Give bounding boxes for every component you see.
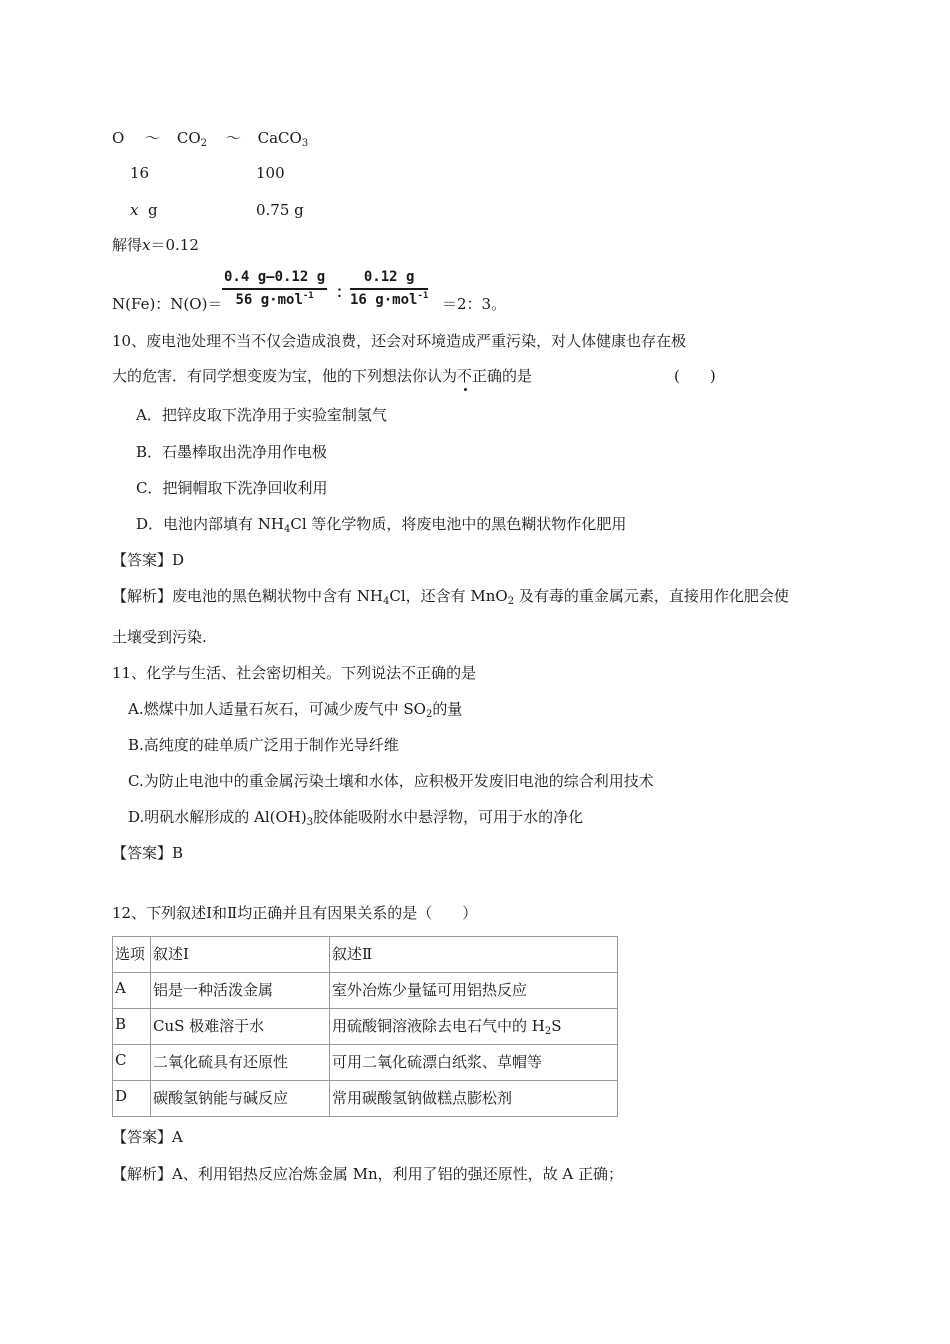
- q10-option-b: B．石墨棒取出洗净用作电极: [136, 443, 328, 461]
- table-header-cell: 选项: [113, 937, 151, 973]
- q10-option-a: A．把锌皮取下洗净用于实验室制氢气: [136, 406, 387, 424]
- table-cell-option: A: [113, 973, 151, 1009]
- calc-tilde: ～: [225, 129, 241, 147]
- table-header-cell: 叙述Ⅰ: [151, 937, 330, 973]
- table-cell-statement-2: 室外冶炼少量锰可用铝热反应: [330, 973, 618, 1009]
- q10-answer: 【答案】D: [112, 551, 185, 569]
- q11-option-b: B.高纯度的硅单质广泛用于制作光导纤维: [128, 736, 399, 754]
- calc-co2: $CO_2$: [176, 129, 208, 149]
- ratio-lhs: N(Fe)：N(O)＝: [112, 295, 223, 313]
- table-cell-statement-2: 可用二氧化硫漂白纸浆、草帽等: [330, 1045, 618, 1081]
- q11-answer: 【答案】B: [112, 844, 184, 862]
- q10-analysis-line-1: 【解析】废电池的黑色糊状物中含有 $NH_4Cl$，还含有 MnO$_2$ 及有毒的重金属元素，直接用作化肥会使: [112, 587, 789, 607]
- table-cell-option: D: [113, 1081, 151, 1117]
- q12-stem: 12、下列叙述Ⅰ和Ⅱ均正确并且有因果关系的是（ ）: [112, 904, 478, 922]
- q10-option-c: C．把铜帽取下洗净回收利用: [136, 479, 328, 497]
- calc-tilde: ～: [145, 129, 161, 147]
- q12-answer: 【答案】A: [112, 1128, 183, 1146]
- calc-row-2-b: 100: [256, 164, 285, 182]
- q11-option-d: D.明矾水解形成的 $Al(OH)_3$胶体能吸附水中悬浮物，可用于水的净化: [128, 808, 584, 828]
- table-cell-statement-2: 常用碳酸氢钠做糕点膨松剂: [330, 1081, 618, 1117]
- calc-row-3-b: 0.75 g: [256, 201, 304, 219]
- emphasis-dot: 不: [457, 367, 473, 385]
- table-header-row: [113, 937, 618, 973]
- calc-row-2-a: 16: [130, 164, 150, 182]
- ratio-fraction-2: 0.12 g 16 g·mol$^{-1}$: [350, 269, 429, 308]
- table-header-cell: 叙述Ⅱ: [330, 937, 618, 973]
- table-cell-statement-1: CuS 极难溶于水: [151, 1009, 330, 1045]
- table-cell-option: B: [113, 1009, 151, 1045]
- table-row: [113, 1081, 618, 1117]
- q12-analysis: 【解析】A、利用铝热反应冶炼金属 Mn，利用了铝的强还原性，故 A 正确；: [112, 1165, 623, 1183]
- table-cell-option: C: [113, 1045, 151, 1081]
- calc-row-1: [112, 128, 308, 148]
- table-cell-statement-2: 用硫酸铜溶液除去电石气中的 $H_2S$: [330, 1009, 618, 1045]
- table-row: [113, 973, 618, 1009]
- ratio-colon: ：: [336, 283, 352, 301]
- table-cell-statement-1: 碳酸氢钠能与碱反应: [151, 1081, 330, 1117]
- q10-stem-line-2: 大的危害．有同学想变废为宝，他的下列想法你认为不正确的是: [112, 367, 533, 385]
- q10-option-d: D．电池内部填有 $NH_4Cl$ 等化学物质，将废电池中的黑色糊状物作化肥用: [136, 515, 627, 535]
- calc-row-3-a: x g: [130, 201, 158, 219]
- q11-option-a: A.燃煤中加人适量石灰石，可减少废气中 $SO_2$的量: [128, 700, 463, 720]
- table-row: [113, 1009, 618, 1045]
- calc-caco3: CaCO$_3$: [257, 129, 309, 149]
- q11-option-c: C.为防止电池中的重金属污染土壤和水体，应积极开发废旧电池的综合利用技术: [128, 772, 654, 790]
- ratio-rhs: ＝2：3。: [442, 295, 507, 313]
- q10-analysis-line-2: 土壤受到污染.: [112, 628, 207, 646]
- table-cell-statement-1: 二氧化硫具有还原性: [151, 1045, 330, 1081]
- q10-stem-line-1: 10、废电池处理不当不仅会造成浪费，还会对环境造成严重污染，对人体健康也存在极: [112, 332, 687, 350]
- ratio-fraction-1: 0.4 g—0.12 g 56 g·mol$^{-1}$: [224, 269, 326, 308]
- calc-o: O: [112, 129, 125, 147]
- q12-table: [112, 936, 618, 1117]
- table-row: [113, 1045, 618, 1081]
- table-cell-statement-1: 铝是一种活泼金属: [151, 973, 330, 1009]
- q10-paren: ( ): [674, 367, 716, 385]
- q11-stem: 11、化学与生活、社会密切相关。下列说法不正确的是: [112, 664, 477, 682]
- calc-solve: 解得x＝0.12: [112, 236, 199, 254]
